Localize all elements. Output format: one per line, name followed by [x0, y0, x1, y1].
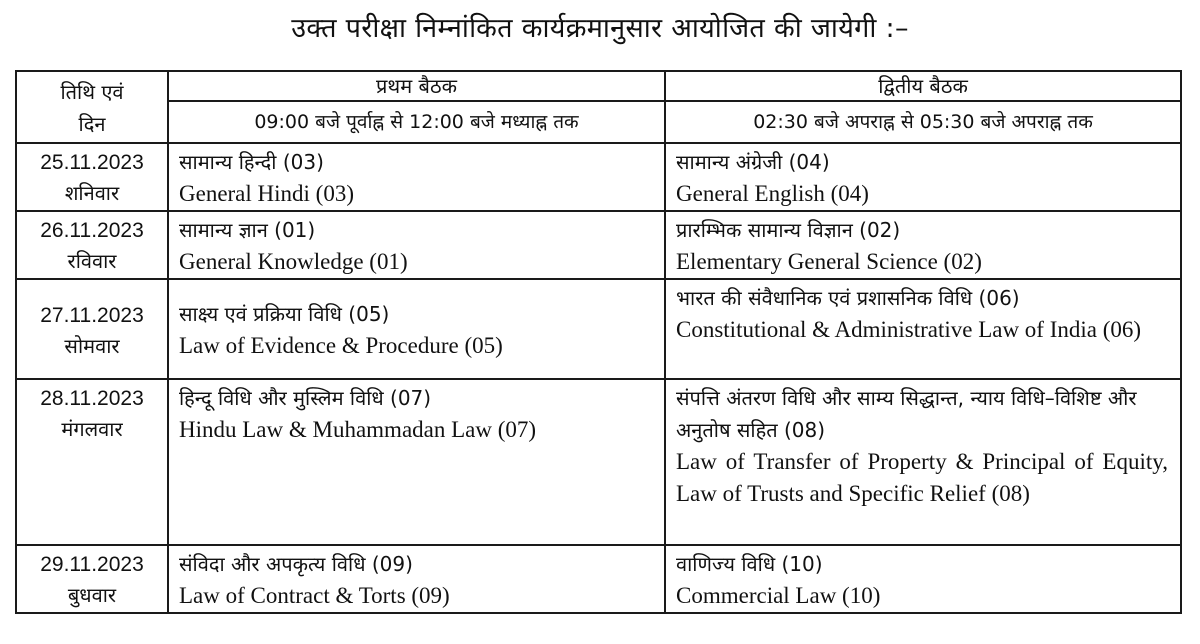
- table-row: [16, 279, 1181, 379]
- exam-schedule-table: [15, 70, 1182, 614]
- session1-title: प्रथम बैठक: [168, 71, 665, 101]
- date-cell: [16, 379, 168, 545]
- subject-english: General English (04): [676, 181, 869, 206]
- subject-hindi: भारत की संवैधानिक एवं प्रशासनिक विधि (06): [676, 286, 1020, 310]
- session2-subject: [665, 279, 1181, 379]
- date-day-header: [16, 71, 168, 143]
- subject-english: Commercial Law (10): [676, 583, 881, 608]
- header-row: [16, 71, 1181, 101]
- exam-date: 29.11.2023: [40, 553, 144, 576]
- table-row: [16, 143, 1181, 211]
- table-row: [16, 545, 1181, 613]
- exam-day: सोमवार: [64, 334, 120, 358]
- time-row: [16, 101, 1181, 143]
- session2-subject: [665, 211, 1181, 279]
- subject-hindi: सामान्य हिन्दी (03): [179, 150, 324, 174]
- subject-english: Law of Evidence & Procedure (05): [179, 333, 503, 358]
- subject-hindi: संपत्ति अंतरण विधि और साम्य सिद्धान्त, न्याय विधि–विशिष्ट और अनुतोष सहित (08): [676, 386, 1137, 442]
- exam-date: 27.11.2023: [40, 304, 144, 327]
- subject-hindi: सामान्य अंग्रेजी (04): [676, 150, 830, 174]
- session2-subject: [665, 545, 1181, 613]
- date-header-line1: तिथि एवं: [60, 80, 124, 104]
- subject-english: Elementary General Science (02): [676, 249, 982, 274]
- date-cell: [16, 279, 168, 379]
- exam-date: 25.11.2023: [40, 151, 144, 174]
- session1-time: 09:00 बजे पूर्वाह्न से 12:00 बजे मध्याह्न तक: [168, 101, 665, 143]
- subject-english: Law of Transfer of Property & Principal of Equity, Law of Trusts and Specific Relief (08): [676, 449, 1168, 506]
- subject-hindi: हिन्दू विधि और मुस्लिम विधि (07): [179, 386, 432, 410]
- subject-hindi: संविदा और अपकृत्य विधि (09): [179, 552, 413, 576]
- subject-english: General Hindi (03): [179, 181, 354, 206]
- exam-day: मंगलवार: [61, 417, 123, 441]
- session1-subject: [168, 143, 665, 211]
- date-header-line2: दिन: [78, 112, 106, 136]
- exam-date: 28.11.2023: [40, 387, 144, 410]
- exam-day: शनिवार: [64, 181, 120, 205]
- exam-day: रविवार: [67, 249, 117, 273]
- subject-hindi: साक्ष्य एवं प्रक्रिया विधि (05): [179, 302, 390, 326]
- session2-subject: [665, 143, 1181, 211]
- table-row: [16, 211, 1181, 279]
- session1-subject: [168, 545, 665, 613]
- page-heading: उक्त परीक्षा निम्नांकित कार्यक्रमानुसार आयोजित की जायेगी :–: [291, 13, 909, 44]
- subject-hindi: वाणिज्य विधि (10): [676, 552, 823, 576]
- session1-subject: [168, 279, 665, 379]
- subject-english: Law of Contract & Torts (09): [179, 583, 450, 608]
- subject-hindi: प्रारम्भिक सामान्य विज्ञान (02): [676, 218, 901, 242]
- session1-subject: [168, 211, 665, 279]
- exam-date: 26.11.2023: [40, 219, 144, 242]
- subject-english: Constitutional & Administrative Law of India (06): [676, 317, 1142, 342]
- date-cell: [16, 545, 168, 613]
- date-cell: [16, 143, 168, 211]
- subject-english: General Knowledge (01): [179, 249, 408, 274]
- table-row: [16, 379, 1181, 545]
- subject-english: Hindu Law & Muhammadan Law (07): [179, 417, 537, 442]
- session2-time: 02:30 बजे अपराह्न से 05:30 बजे अपराह्न तक: [665, 101, 1181, 143]
- session2-title: द्वितीय बैठक: [665, 71, 1181, 101]
- session2-subject: [665, 379, 1181, 545]
- exam-day: बुधवार: [67, 583, 117, 607]
- subject-hindi: सामान्य ज्ञान (01): [179, 218, 316, 242]
- session1-subject: [168, 379, 665, 545]
- date-cell: [16, 211, 168, 279]
